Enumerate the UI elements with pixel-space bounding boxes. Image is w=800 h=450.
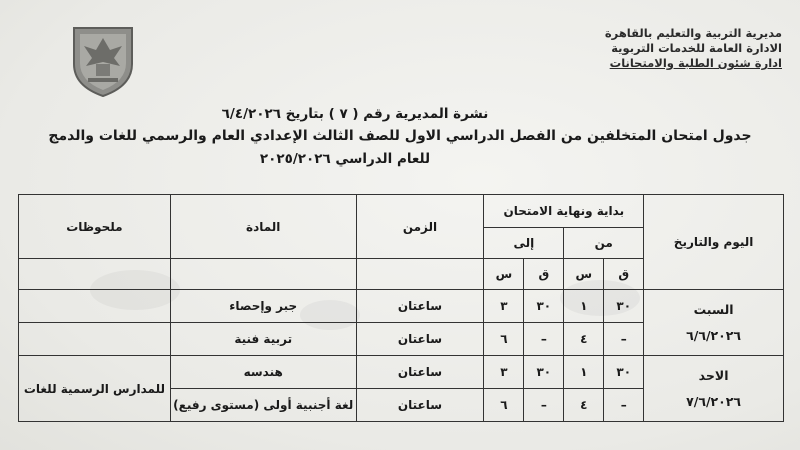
directorate-name: مديرية التربية والتعليم بالقاهرة: [604, 26, 782, 40]
to-minute: –: [524, 323, 564, 356]
duration: ساعتان: [356, 389, 484, 422]
from-minute: ٣٠: [604, 356, 644, 389]
eagle-seal-logo: [68, 20, 138, 98]
day-date-cell: [644, 290, 784, 356]
to-hour-header: س: [484, 259, 524, 290]
from-minute: –: [604, 323, 644, 356]
to-minute: ٣٠: [524, 290, 564, 323]
notes: للمدارس الرسمية للغات: [19, 356, 171, 422]
duration-blank: [356, 259, 484, 290]
duration-header: الزمن: [356, 195, 484, 259]
notes-blank: [19, 259, 171, 290]
to-hour: ٦: [484, 389, 524, 422]
to-minute: –: [524, 389, 564, 422]
general-administration-name: الادارة العامة للخدمات التربوية: [611, 41, 782, 55]
day-name: السبت: [693, 301, 734, 317]
subject: هندسه: [170, 356, 356, 389]
from-header: من: [564, 228, 644, 259]
exam-date: ٦/٦/٢٠٢٦: [686, 327, 742, 343]
from-hour: ١: [564, 356, 604, 389]
from-minute-header: ق: [604, 259, 644, 290]
subject: جبر وإحصاء: [170, 290, 356, 323]
duration: ساعتان: [356, 323, 484, 356]
exam-date: ٧/٦/٢٠٢٦: [686, 393, 742, 409]
subject-header: المادة: [170, 195, 356, 259]
from-hour: ٤: [564, 389, 604, 422]
notes: [19, 323, 171, 356]
day-date-cell: [644, 356, 784, 422]
academic-year: للعام الدراسي ٢٠٢٥/٢٠٢٦: [259, 151, 431, 167]
exam-schedule-table: [18, 194, 784, 422]
notes: [19, 290, 171, 323]
table-row: [19, 290, 784, 323]
schedule-title: جدول امتحان المتخلفين من الفصل الدراسي الاول للصف الثالث الإعدادي العام والرسمي للغات والدمج: [48, 128, 752, 144]
notes-header: ملحوظات: [19, 195, 171, 259]
to-header: إلى: [484, 228, 564, 259]
to-minute: ٣٠: [524, 356, 564, 389]
duration: ساعتان: [356, 290, 484, 323]
table-row: [19, 356, 784, 389]
from-hour: ١: [564, 290, 604, 323]
from-hour: ٤: [564, 323, 604, 356]
to-minute-header: ق: [524, 259, 564, 290]
subject-blank: [170, 259, 356, 290]
day-date-header: اليوم والتاريخ: [644, 195, 784, 290]
issuing-authority: [522, 26, 782, 71]
from-hour-header: س: [564, 259, 604, 290]
department-name: ادارة شئون الطلبة والامتحانات: [609, 56, 782, 70]
from-minute: –: [604, 389, 644, 422]
from-minute: ٣٠: [604, 290, 644, 323]
duration: ساعتان: [356, 356, 484, 389]
document-titles: [0, 104, 800, 170]
subject: لغة أجنبية أولى (مستوى رفيع): [170, 389, 356, 422]
start-end-header: بداية ونهاية الامتحان: [484, 195, 644, 228]
to-hour: ٣: [484, 356, 524, 389]
day-name: الاحد: [698, 367, 729, 383]
subject: تربية فنية: [170, 323, 356, 356]
bulletin-number: نشرة المديرية رقم ( ٧ ) بتاريخ ٦/٤/٢٠٢٦: [221, 106, 489, 122]
to-hour: ٦: [484, 323, 524, 356]
to-hour: ٣: [484, 290, 524, 323]
